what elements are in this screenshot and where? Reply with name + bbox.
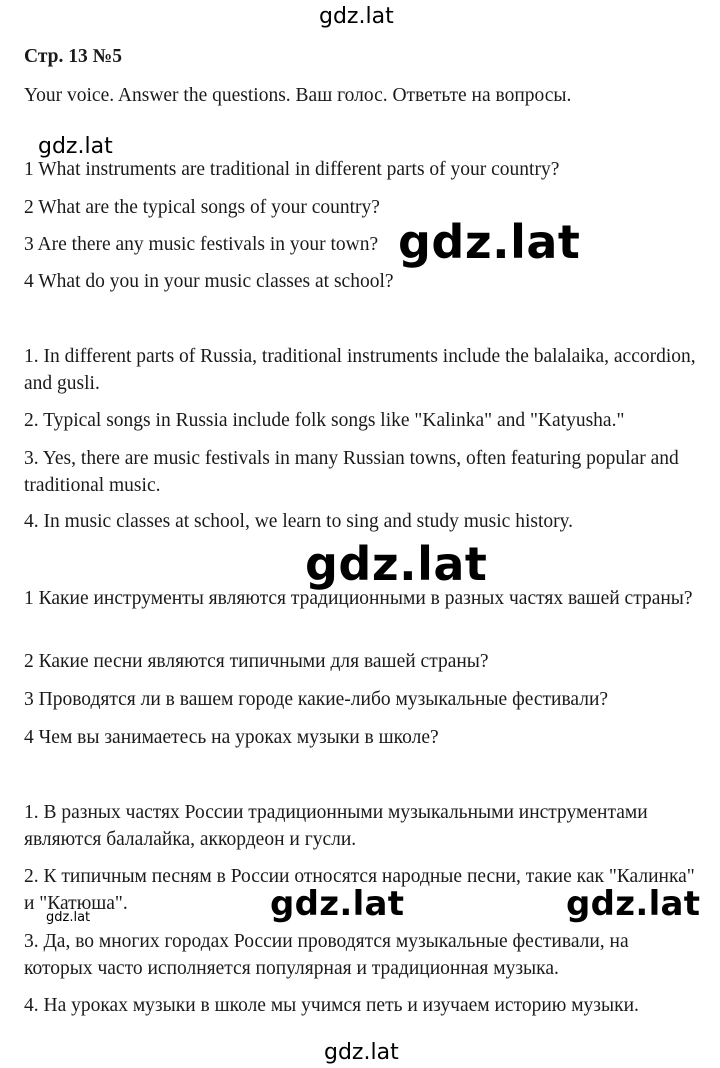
watermark-bottom: gdz.lat (324, 1040, 399, 1065)
answer-ru-4: 4. На уроках музыки в школе мы учимся петь и изучаем историю музыки. (24, 995, 639, 1016)
question-ru-2: 2 Какие песни являются типичными для вашей страны? (24, 651, 489, 672)
answer-ru-1: 1. В разных частях России традиционными музыкальными инструментами являются балалайка, аккордеон и гусли. (24, 802, 648, 850)
answer-en-1: 1. In different parts of Russia, traditional instruments include the balalaika, accordion, and gusli. (24, 346, 696, 394)
watermark-mid-1: gdz.lat (270, 884, 405, 924)
watermark-mid-2: gdz.lat (566, 884, 701, 924)
answer-en-2: 2. Typical songs in Russia include folk songs like "Kalinka" and "Katyusha." (24, 410, 625, 431)
watermark-big-2: gdz.lat (305, 537, 488, 591)
question-ru-3: 3 Проводятся ли в вашем городе какие-либо музыкальные фестивали? (24, 689, 609, 710)
answer-ru-2: 2. К типичным песням в России относятся народные песни, такие как "Калинка" и "Катюша". (24, 866, 695, 914)
answer-en-3: 3. Yes, there are music festivals in many Russian towns, often featuring popular and traditional music. (24, 448, 679, 496)
question-ru-4: 4 Чем вы занимаетесь на уроках музыки в школе? (24, 727, 439, 748)
answer-ru-3: 3. Да, во многих городах России проводятся музыкальные фестивали, на которых часто исполняется популярная и традиционная музыка. (24, 931, 629, 979)
question-en-4: 4 What do you in your music classes at school? (24, 271, 394, 292)
answer-en-4: 4. In music classes at school, we learn to sing and study music history. (24, 511, 573, 532)
watermark-tiny: gdz.lat (46, 910, 91, 925)
task-instruction: Your voice. Answer the questions. Ваш голос. Ответьте на вопросы. (24, 85, 572, 106)
question-ru-1: 1 Какие инструменты являются традиционными в разных частях вашей страны? (24, 588, 693, 609)
watermark-top: gdz.lat (319, 4, 394, 29)
question-en-3: 3 Are there any music festivals in your town? (24, 234, 379, 255)
page-title: Стр. 13 №5 (24, 46, 122, 67)
question-en-1: 1 What instruments are traditional in different parts of your country? (24, 159, 560, 180)
watermark-big-1: gdz.lat (398, 215, 581, 269)
question-en-2: 2 What are the typical songs of your country? (24, 197, 380, 218)
watermark-left: gdz.lat (38, 134, 113, 159)
